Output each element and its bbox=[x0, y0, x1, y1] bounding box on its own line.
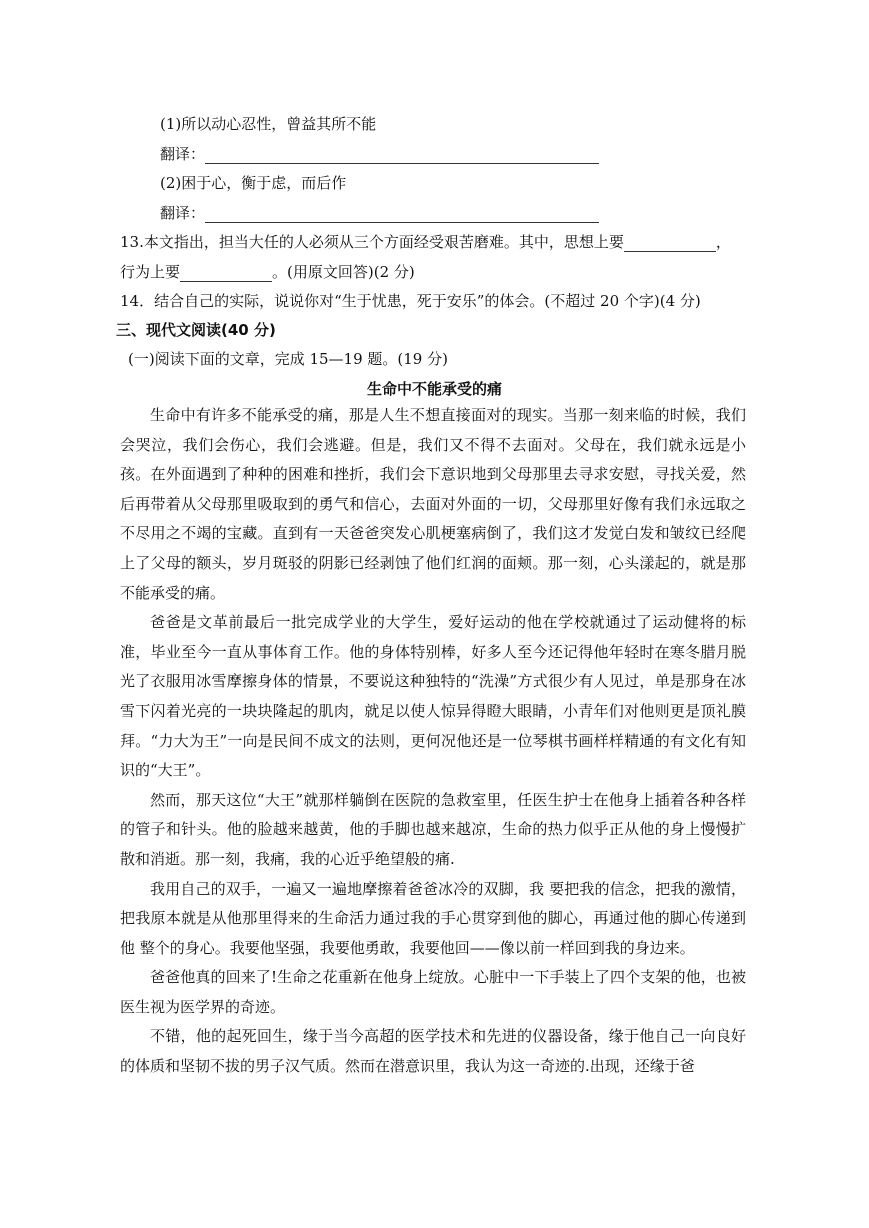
article-paragraph: 爸爸他真的回来了!生命之花重新在他身上绽放。心脏中一下手装上了四个支架的他，也被医生视为医学界的奇迹。 bbox=[120, 968, 746, 1016]
section-heading: 三、现代文阅读(40 分) bbox=[116, 321, 276, 339]
q13-line-1 bbox=[120, 232, 731, 252]
article-paragraph: 我用自己的双手，一遍又一遍地摩擦着爸爸冰冷的双脚，我 要把我的信念，把我的激情，把我原本就是从他那里得来的生命活力通过我的手心贯穿到他的脚心，再通过他的脚心传递到他 整个的身心。我要他坚强，我要他勇敢，我要他回——像以前一样回到我的身边来。 bbox=[120, 879, 746, 957]
article-body bbox=[120, 401, 746, 1082]
article-paragraph: 生命中有许多不能承受的痛，那是人生不想直接面对的现实。当那一刻来临的时候，我们会哭泣，我们会伤心，我们会逃避。但是，我们又不得不去面对。父母在，我们就永远是小孩。在外面遇到了种种的困难和挫折，我们会下意识地到父母那里去寻求安慰，寻找关爱，然后再带着从父母那里吸取到的勇气和信心，去面对外面的一切，父母那里好像有我们永远取之不尽用之不竭的宝藏。直到有一天爸爸突发心肌梗塞病倒了，我们这才发觉白发和皱纹已经爬上了父母的额头，岁月斑驳的阴影已经剥蚀了他们红润的面颊。那一刻，心头漾起的，就是那不能承受的痛。 bbox=[120, 406, 746, 602]
q14-question: 14．结合自己的实际，说说你对“生于忧患，死于安乐”的体会。(不超过 20 个字)(4 分) bbox=[120, 292, 701, 310]
article-paragraph: 不错，他的起死回生，缘于当今高超的医学技术和先进的仪器设备，缘于他自己一向良好的体质和坚韧不拔的男子汉气质。然而在潜意识里，我认为这一奇迹的.出现，还缘于爸 bbox=[120, 1027, 746, 1076]
q13-text: 行为上要 bbox=[120, 263, 181, 281]
translation-label: 翻译： bbox=[160, 204, 206, 222]
q13-suffix: 。(用原文回答)(2 分) bbox=[272, 263, 415, 281]
q13-comma: ， bbox=[715, 233, 731, 251]
answer-blank[interactable] bbox=[205, 206, 599, 223]
translation-label: 翻译： bbox=[160, 145, 206, 163]
q12-translation-2 bbox=[160, 203, 599, 223]
answer-blank[interactable] bbox=[624, 235, 716, 252]
answer-blank[interactable] bbox=[205, 147, 599, 164]
q12-item-2: (2)困于心，衡于虑，而后作 bbox=[160, 174, 347, 192]
q13-line-2 bbox=[120, 262, 415, 282]
article-paragraph: 然而，那天这位“大王”就那样躺倒在医院的急救室里，任医生护士在他身上插着各种各样的管子和针头。他的脸越来越黄，他的手脚也越来越凉，生命的热力似乎正从他的身上慢慢扩散和消逝。那一刻，我痛，我的心近乎绝望般的痛. bbox=[120, 790, 746, 868]
article-paragraph: 爸爸是文革前最后一批完成学业的大学生，爱好运动的他在学校就通过了运动健将的标准，毕业至今一直从事体育工作。他的身体特别棒，好多人至今还记得他年轻时在寒冬腊月脱光了衣服用冰雪摩擦身体的情景，不要说这种独特的“洗澡”方式很少有人见过，单是那身在冰雪下闪着光亮的一块块隆起的肌肉，就足以使人惊异得瞪大眼睛，小青年们对他则更是顶礼膜拜。“力大为王”一向是民间不成文的法则，更何况他还是一位琴棋书画样样精通的有文化有知识的“大王”。 bbox=[120, 613, 746, 780]
q12-translation-1 bbox=[160, 144, 599, 164]
answer-blank[interactable] bbox=[180, 265, 272, 282]
article-title: 生命中不能承受的痛 bbox=[366, 380, 502, 398]
subsection-heading: (一)阅读下面的文章，完成 15—19 题。(19 分) bbox=[128, 350, 448, 368]
q13-text: 13.本文指出，担当大任的人必须从三个方面经受艰苦磨难。其中，思想上要 bbox=[120, 233, 624, 251]
q12-item-1: (1)所以动心忍性，曾益其所不能 bbox=[160, 115, 377, 133]
